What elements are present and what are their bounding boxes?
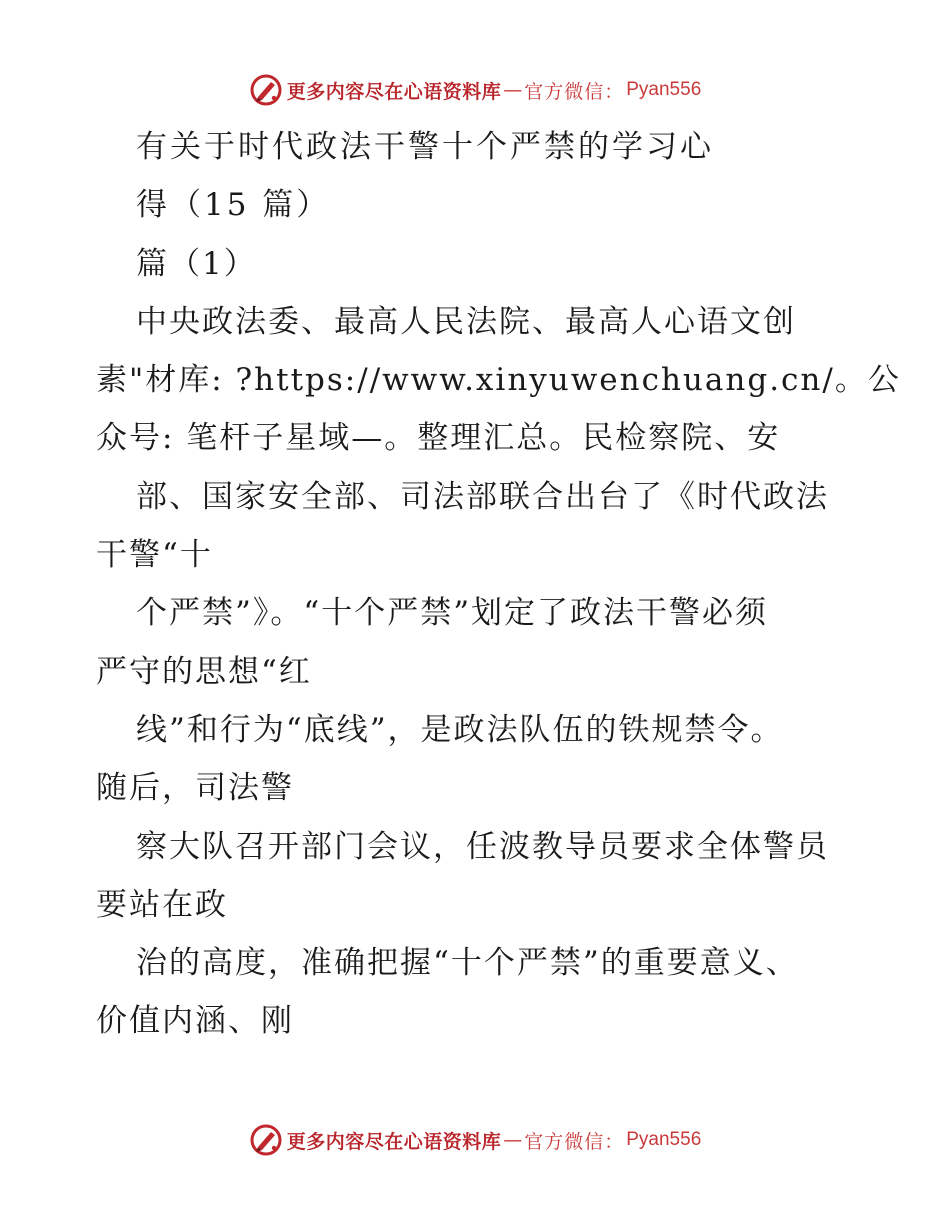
paragraph-line: 众号: 笔杆子星域—。整理汇总。民检察院、安 <box>96 420 781 457</box>
paragraph-line: 干警“十 <box>96 537 213 574</box>
paragraph-line: 治的高度，准确把握“十个严禁”的重要意义、 <box>136 945 799 982</box>
paragraph-line: 严守的思想“红 <box>96 653 312 690</box>
header-banner <box>0 70 950 110</box>
paragraph-line: 线”和行为“底线”，是政法队伍的铁规禁令。 <box>136 711 784 748</box>
banner-brand-text: 更多内容尽在心语资料库 <box>286 80 502 103</box>
paragraph-line: 价值内涵、刚 <box>96 1003 294 1040</box>
document-title-line-2: 得（15 篇） <box>136 187 331 224</box>
banner-wechat-id: Pyan556 <box>626 1129 702 1150</box>
pen-logo-icon <box>249 73 283 107</box>
paragraph-line: 部、国家安全部、司法部联合出台了《时代政法 <box>136 478 829 515</box>
banner-wechat-id: Pyan556 <box>626 79 702 100</box>
pen-logo-icon <box>249 1123 283 1157</box>
section-heading: 篇（1） <box>136 245 257 282</box>
banner-dash: — <box>503 1129 523 1151</box>
paragraph-line: 察大队召开部门会议，任波教导员要求全体警员 <box>136 828 829 865</box>
banner-brand-text: 更多内容尽在心语资料库 <box>286 1130 502 1153</box>
paragraph-line: 要站在政 <box>96 886 228 923</box>
footer-banner <box>0 1120 950 1160</box>
banner-dash: — <box>503 79 523 101</box>
paragraph-line: 素"材库: ?https://www.xinyuwenchuang.cn/。公 <box>96 362 901 399</box>
document-body <box>96 118 901 1051</box>
banner-wechat-label: 官方微信： <box>524 80 625 103</box>
paragraph-line: 个严禁”》。“十个严禁”划定了政法干警必须 <box>136 595 769 632</box>
paragraph-line: 中央政法委、最高人民法院、最高人心语文创 <box>136 303 796 340</box>
banner-wechat-label: 官方微信： <box>524 1130 625 1153</box>
paragraph-line: 随后，司法警 <box>96 770 294 807</box>
document-title-line-1: 有关于时代政法干警十个严禁的学习心 <box>136 129 714 165</box>
